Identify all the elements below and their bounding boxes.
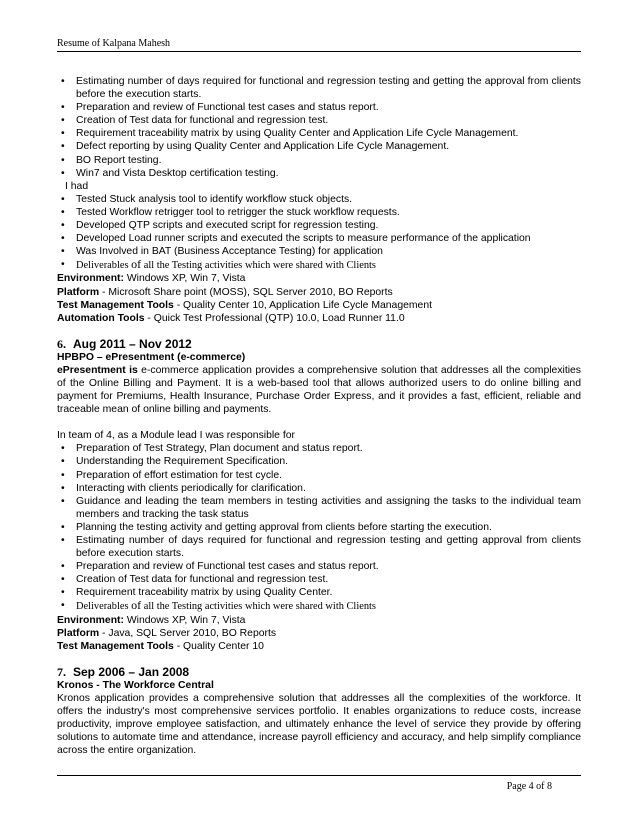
list-item: • Requirement traceability matrix by using Quality Center. <box>57 586 581 599</box>
env-label: Platform <box>57 627 100 639</box>
i-had-text: I had <box>65 180 89 192</box>
list-item: • Tested Stuck analysis tool to identify workflow stuck objects. <box>57 193 581 206</box>
list-item: • Requirement traceability matrix by using Quality Center and Application Life Cycle Management. <box>57 127 581 140</box>
list-item: • Interacting with clients periodically for clarification. <box>57 482 581 495</box>
project-description: Kronos application provides a comprehensive solution that addresses all the complexities of the workforce. It offers the industry's most comprehensive services portfolio. It enables organizations to reduce costs, increase productivity, improve employee satisfaction, and ultimately enhance the level of service they provide by offering solutions to automate time and attendance, increase payroll efficiency and accuracy, and help simplify compliance across the entire organization. <box>57 692 581 757</box>
list-item: • Understanding the Requirement Specification. <box>57 455 581 468</box>
list-item: • Was Involved in BAT (Business Acceptance Testing) for application <box>57 245 581 258</box>
env-label: Environment: <box>57 614 124 626</box>
list-item: • Planning the testing activity and getting approval from clients before starting the execution. <box>57 521 581 534</box>
list-item: • Developed QTP scripts and executed script for regression testing. <box>57 219 581 232</box>
list-item: • Defect reporting by using Quality Center and Application Life Cycle Management. <box>57 140 581 153</box>
list-item: • Tested Workflow retrigger tool to retrigger the stuck workflow requests. <box>57 206 581 219</box>
responsibility-list <box>57 442 581 613</box>
page-number: Page 4 of 8 <box>506 781 552 792</box>
list-item: • Creation of Test data for functional and regression test. <box>57 573 581 586</box>
list-item: • Guidance and leading the team members in testing activities and assigning the tasks to the individual team members and tracking the task status <box>57 495 581 521</box>
section-heading: 6. Aug 2011 – Nov 2012 <box>57 336 192 351</box>
env-label: Automation Tools <box>57 312 145 324</box>
env-value: - Quality Center 10, Application Life Cycle Management <box>173 299 432 311</box>
list-item: • Preparation of effort estimation for test cycle. <box>57 469 581 482</box>
team-text: In team of 4, as a Module lead I was responsible for <box>57 430 295 442</box>
environment-details <box>57 272 581 324</box>
deliverables-item: • Deliverables of all the Testing activities which were shared with Clients <box>57 258 581 272</box>
list-item: • Win7 and Vista Desktop certification testing. <box>57 167 581 180</box>
responsibility-list <box>57 75 581 180</box>
list-item: • Estimating number of days required for functional and regression testing and getting approval from clients before execution starts. <box>57 534 581 560</box>
section-heading: 7. Sep 2006 – Jan 2008 <box>57 664 190 679</box>
env-value: - Java, SQL Server 2010, BO Reports <box>99 627 277 639</box>
env-value: - Quality Center 10 <box>173 640 264 652</box>
env-value: - Quick Test Professional (QTP) 10.0, Load Runner 11.0 <box>144 312 405 324</box>
env-label: Test Management Tools <box>57 299 174 311</box>
env-label: Platform <box>57 286 100 298</box>
deliverables-item: • Deliverables of all the Testing activities which were shared with Clients <box>57 599 581 613</box>
env-value: Windows XP, Win 7, Vista <box>123 273 246 285</box>
page-content <box>57 75 581 757</box>
list-item: • Estimating number of days required for functional and regression testing and getting the approval from clients before the execution starts. <box>57 75 581 101</box>
project-description: ePresentment is e-commerce application provides a comprehensive solution that addresses all the complexities of the Online Billing and Payment. It is a web-based tool that allows authorized users to do online billing and payment for Premiums, Health Insurance, Purchase Order Express, and it provides a fast, efficient, reliable and traceable mean of online billing and payments. <box>57 364 581 416</box>
list-item: • BO Report testing. <box>57 154 581 167</box>
env-label: Environment: <box>57 273 124 285</box>
env-label: Test Management Tools <box>57 640 174 652</box>
list-item: • Preparation of Test Strategy, Plan document and status report. <box>57 442 581 455</box>
list-item: • Preparation and review of Functional test cases and status report. <box>57 101 581 114</box>
list-item: • Creation of Test data for functional and regression test. <box>57 114 581 127</box>
project-title: HPBPO – ePresentment (e-commerce) <box>57 351 246 363</box>
header-title: Resume of Kalpana Mahesh <box>57 38 171 49</box>
task-list <box>57 193 581 273</box>
list-item: • Preparation and review of Functional test cases and status report. <box>57 560 581 573</box>
environment-details <box>57 614 581 653</box>
env-value: - Microsoft Share point (MOSS), SQL Server 2010, BO Reports <box>99 286 393 298</box>
header-rule <box>57 51 581 52</box>
footer-rule <box>57 775 581 776</box>
list-item: • Developed Load runner scripts and executed the scripts to measure performance of the application <box>57 232 581 245</box>
env-value: Windows XP, Win 7, Vista <box>123 614 246 626</box>
project-title: Kronos - The Workforce Central <box>57 679 214 691</box>
